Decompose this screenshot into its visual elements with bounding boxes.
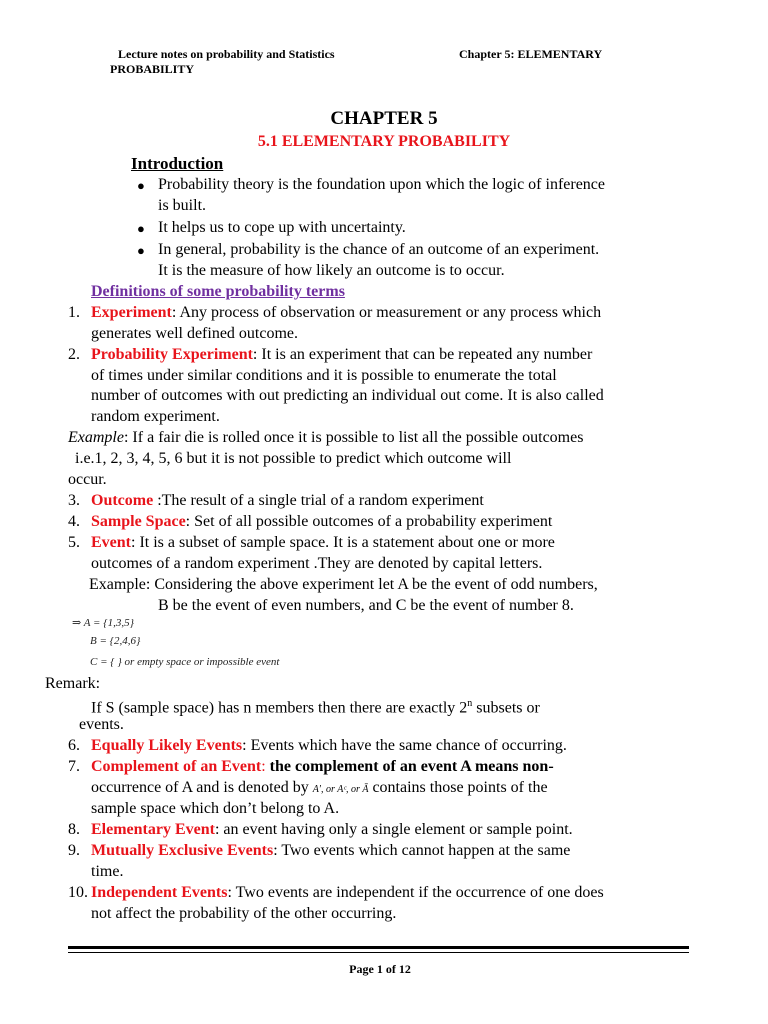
intro-bullet-text: It is the measure of how likely an outcome is to occur.: [158, 262, 505, 279]
definition-equally-likely: [91, 736, 567, 756]
term: Mutually Exclusive Events: [91, 842, 274, 859]
term: Elementary Event: [91, 821, 215, 838]
chapter-title: CHAPTER 5: [330, 108, 438, 129]
term: Complement of an Event: [91, 758, 262, 775]
example-cont: occur.: [68, 471, 107, 488]
set-a-formula: ⇒ A = {1,3,5}: [72, 617, 135, 629]
definition-text-part: occurrence of A and is denoted by: [91, 779, 313, 796]
definition-cont: number of outcomes with out predicting an individual out come. It is also called: [91, 387, 604, 404]
superscript-n: n: [467, 698, 473, 709]
example-die: [68, 428, 583, 448]
definition-cont: [91, 778, 548, 800]
set-c-formula: C = { } or empty space or impossible event: [90, 656, 280, 668]
page-number: Page 1 of 12: [349, 962, 411, 976]
header-course-title-cont: PROBABILITY: [110, 62, 195, 76]
definition-text: : Any process of observation or measurement or any process which: [171, 304, 602, 321]
term: Outcome: [91, 492, 154, 509]
remark-text-part: If S (sample space) has n members then there are exactly 2: [91, 699, 468, 717]
definition-number: 7.: [68, 758, 80, 775]
header-course-title: Lecture notes on probability and Statistics: [118, 47, 335, 61]
complement-notation: A′, or Aᶜ, or Ā: [312, 784, 369, 795]
footer-rule-thick: [68, 946, 689, 949]
definition-text: : Set of all possible outcomes of a probability experiment: [185, 513, 553, 530]
intro-bullet-text: is built.: [158, 197, 207, 214]
definition-text: : an event having only a single element or sample point.: [214, 821, 573, 838]
term: Independent Events: [91, 884, 228, 901]
definition-number: 10.: [68, 884, 88, 901]
definition-text: : Events which have the same chance of occurring.: [242, 737, 567, 754]
term: Equally Likely Events: [91, 737, 243, 754]
definition-cont: sample space which don’t belong to A.: [91, 800, 340, 817]
definition-cont: of times under similar conditions and it is possible to enumerate the total: [91, 367, 557, 384]
term: Experiment: [91, 304, 172, 321]
remark-label: Remark:: [45, 675, 101, 692]
definition-text: : Two events are independent if the occurrence of one does: [227, 884, 604, 901]
definition-complement: [91, 757, 554, 777]
bullet-icon: ●: [137, 178, 145, 193]
example-label: Example: [68, 429, 124, 446]
intro-bullet-text: Probability theory is the foundation upon which the logic of inference: [158, 176, 605, 193]
definition-elementary: [91, 820, 573, 840]
definition-text: :The result of a single trial of a random experiment: [153, 492, 484, 509]
example-text: : If a fair die is rolled once it is possible to list all the possible outcomes: [123, 429, 584, 446]
intro-bullet-text: In general, probability is the chance of an outcome of an experiment.: [158, 241, 600, 258]
bullet-icon: ●: [137, 243, 145, 258]
footer-rule-thin: [68, 952, 689, 953]
definition-number: 1.: [68, 304, 80, 321]
definition-mutually-exclusive: [91, 841, 570, 861]
definition-text: : Two events which cannot happen at the same: [273, 842, 571, 859]
definition-number: 2.: [68, 346, 80, 363]
term-colon: :: [261, 758, 266, 775]
definition-text: the complement of an event A means non-: [265, 758, 554, 775]
definition-outcome: [91, 491, 484, 511]
remark-text: [91, 694, 540, 718]
definition-experiment: [91, 303, 601, 323]
definition-cont: random experiment.: [91, 408, 220, 425]
definitions-heading: Definitions of some probability terms: [91, 283, 345, 300]
set-b-formula: B = {2,4,6}: [90, 635, 141, 647]
definition-number: 4.: [68, 513, 80, 530]
definition-text: : It is an experiment that can be repeated any number: [252, 346, 593, 363]
remark-text-part: subsets or: [472, 699, 540, 717]
definition-text-part: contains those points of the: [368, 779, 548, 796]
definition-probability-experiment: [91, 345, 592, 365]
definition-sample-space: [91, 512, 552, 532]
definition-number: 3.: [68, 492, 80, 509]
intro-heading: Introduction: [131, 154, 224, 173]
definition-text: : It is a subset of sample space. It is a statement about one or more: [131, 534, 555, 551]
intro-bullet-text: It helps us to cope up with uncertainty.: [158, 219, 406, 236]
section-title: 5.1 ELEMENTARY PROBABILITY: [257, 133, 511, 150]
definition-event: [91, 533, 555, 553]
definition-number: 5.: [68, 534, 80, 551]
definition-number: 6.: [68, 737, 80, 754]
example-cont: i.e.1, 2, 3, 4, 5, 6 but it is not possible to predict which outcome will: [75, 450, 512, 467]
term: Sample Space: [91, 513, 186, 530]
definition-cont: generates well defined outcome.: [91, 325, 299, 342]
example-cont: B be the event of even numbers, and C be the event of number 8.: [158, 597, 574, 614]
definition-number: 8.: [68, 821, 80, 838]
bullet-icon: ●: [137, 221, 145, 236]
term: Probability Experiment: [91, 346, 253, 363]
definition-cont: not affect the probability of the other occurring.: [91, 905, 397, 922]
remark-cont: events.: [79, 716, 124, 733]
definition-cont: outcomes of a random experiment .They are denoted by capital letters.: [91, 555, 543, 572]
definition-cont: time.: [91, 863, 124, 880]
definition-independent: [91, 883, 604, 903]
header-chapter: Chapter 5: ELEMENTARY: [459, 47, 603, 61]
term: Event: [91, 534, 131, 551]
example-events: Example: Considering the above experiment let A be the event of odd numbers,: [89, 576, 598, 593]
definition-number: 9.: [68, 842, 80, 859]
